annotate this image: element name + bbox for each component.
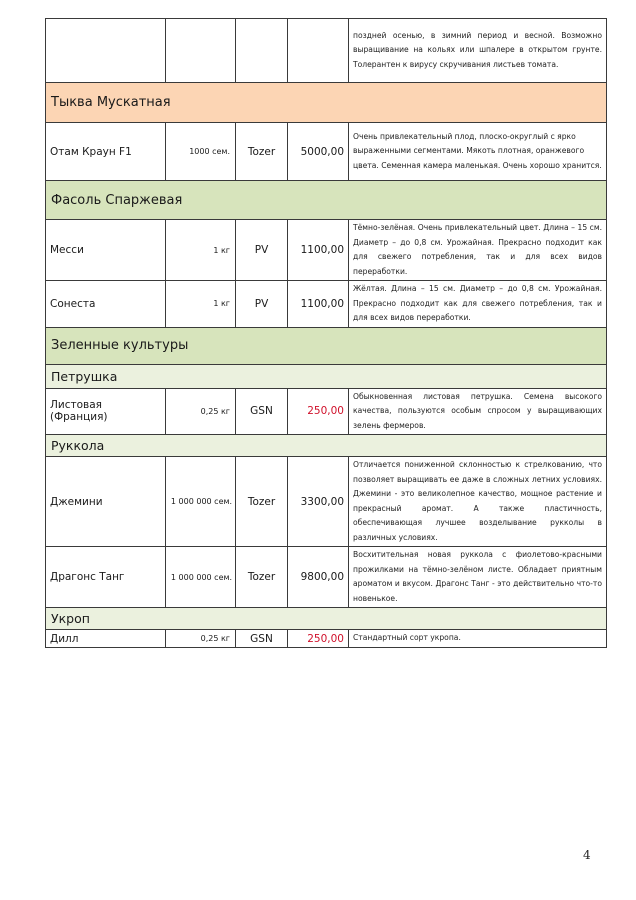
table-row xyxy=(46,19,607,83)
supplier xyxy=(236,19,288,83)
subcategory-header-arugula xyxy=(46,435,607,457)
description: Обыкновенная листовая петрушка. Семена высокого качества, пользуются особым спросом у выращивающих зелень фермеров. xyxy=(349,388,607,435)
variety-name: Джемини xyxy=(46,457,166,547)
seed-catalog-table xyxy=(45,18,607,648)
supplier: GSN xyxy=(236,388,288,435)
price: 250,00 xyxy=(288,630,349,648)
package-quantity xyxy=(166,19,236,83)
price: 5000,00 xyxy=(288,123,349,181)
category-label: Тыква Мускатная xyxy=(46,83,607,123)
description: Тёмно-зелёная. Очень привлекательный цвет. Длина – 15 см. Диаметр – до 0,8 см. Урожайная. Прекрасно подходит как для свежего потребления, так и для всех видов переработки. xyxy=(349,220,607,281)
description: Очень привлекательный плод, плоско-округлый с ярко выраженными сегментами. Мякоть плотная, оранжевого цвета. Семенная камера маленькая. Очень хорошо хранится. xyxy=(349,123,607,181)
description: Восхитительная новая руккола с фиолетово-красными прожилками на тёмно-зелёном листе. Обладает приятным ароматом и вкусом. Драгонс Танг - это действительно что-то новенькое. xyxy=(349,547,607,608)
package-quantity: 0,25 кг xyxy=(166,630,236,648)
package-quantity: 1 кг xyxy=(166,281,236,328)
package-quantity: 1000 сем. xyxy=(166,123,236,181)
price: 1100,00 xyxy=(288,220,349,281)
supplier: Tozer xyxy=(236,123,288,181)
category-header-pumpkin xyxy=(46,83,607,123)
subcategory-label: Руккола xyxy=(46,435,607,457)
variety-name: Месси xyxy=(46,220,166,281)
price: 9800,00 xyxy=(288,547,349,608)
supplier: Tozer xyxy=(236,457,288,547)
supplier: Tozer xyxy=(236,547,288,608)
supplier: GSN xyxy=(236,630,288,648)
package-quantity: 1 000 000 сем. xyxy=(166,547,236,608)
category-header-greens xyxy=(46,327,607,364)
variety-name: Дилл xyxy=(46,630,166,648)
category-label: Зеленные культуры xyxy=(46,327,607,364)
variety-name: Отам Краун F1 xyxy=(46,123,166,181)
price: 250,00 xyxy=(288,388,349,435)
subcategory-label: Петрушка xyxy=(46,364,607,388)
package-quantity: 0,25 кг xyxy=(166,388,236,435)
package-quantity: 1 000 000 сем. xyxy=(166,457,236,547)
description: Жёлтая. Длина – 15 см. Диаметр – до 0,8 см. Урожайная. Прекрасно подходит как для свежего потребления, так и для всех видов переработки. xyxy=(349,281,607,328)
price xyxy=(288,19,349,83)
subcategory-header-parsley xyxy=(46,364,607,388)
table-row xyxy=(46,457,607,547)
variety-name: Драгонс Танг xyxy=(46,547,166,608)
table-row xyxy=(46,220,607,281)
table-row xyxy=(46,547,607,608)
table-row xyxy=(46,630,607,648)
price: 3300,00 xyxy=(288,457,349,547)
description: поздней осенью, в зимний период и весной. Возможно выращивание на кольях или шпалере в открытом грунте. Толерантен к вирусу скручивания листьев томата. xyxy=(349,19,607,83)
category-header-beans xyxy=(46,181,607,220)
description: Отличается пониженной склонностью к стрелкованию, что позволяет выращивать ее даже в сложных летних условиях. Джемини - это великолепное качество, мощное растение и прекрасный аромат. А также пластичность, обеспечивающая лучшее возделывание рукколы в различных условиях. xyxy=(349,457,607,547)
description: Стандартный сорт укропа. xyxy=(349,630,607,648)
table-row xyxy=(46,281,607,328)
variety-name: Листовая (Франция) xyxy=(46,388,166,435)
subcategory-label: Укроп xyxy=(46,608,607,630)
category-label: Фасоль Спаржевая xyxy=(46,181,607,220)
supplier: PV xyxy=(236,220,288,281)
subcategory-header-dill xyxy=(46,608,607,630)
supplier: PV xyxy=(236,281,288,328)
variety-name xyxy=(46,19,166,83)
price: 1100,00 xyxy=(288,281,349,328)
table-row xyxy=(46,123,607,181)
package-quantity: 1 кг xyxy=(166,220,236,281)
variety-name: Сонеста xyxy=(46,281,166,328)
page-number: 4 xyxy=(583,848,591,862)
table-row xyxy=(46,388,607,435)
